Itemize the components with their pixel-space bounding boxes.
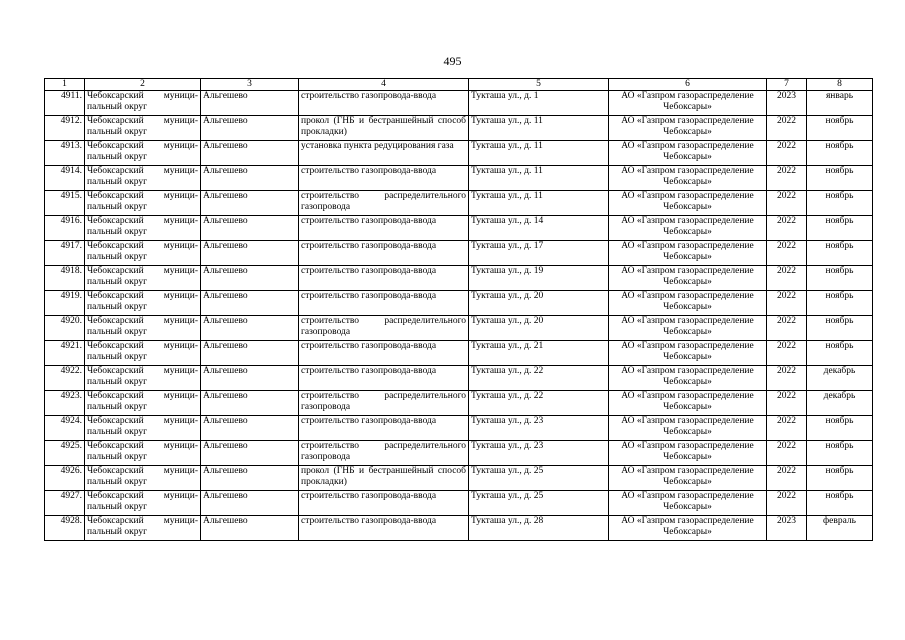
row-number: 4911. <box>45 91 85 116</box>
district-cell: Чебоксарский муници-пальный округ <box>85 116 201 141</box>
month-cell: ноябрь <box>807 441 873 466</box>
row-number: 4915. <box>45 191 85 216</box>
address-cell: Тукташа ул., д. 22 <box>469 366 609 391</box>
address-cell: Тукташа ул., д. 28 <box>469 516 609 541</box>
address-cell: Тукташа ул., д. 14 <box>469 216 609 241</box>
month-cell: ноябрь <box>807 216 873 241</box>
table-row <box>45 441 873 466</box>
settlement-cell: Альгешево <box>201 516 299 541</box>
settlement-cell: Альгешево <box>201 241 299 266</box>
district-cell: Чебоксарский муници-пальный округ <box>85 241 201 266</box>
organization-cell: АО «Газпром газораспределение Чебоксары» <box>609 441 767 466</box>
work-type-cell: строительство газопровода-ввода <box>299 166 469 191</box>
work-type-cell: строительство газопровода-ввода <box>299 241 469 266</box>
work-type-cell: строительство газопровода-ввода <box>299 291 469 316</box>
district-cell: Чебоксарский муници-пальный округ <box>85 491 201 516</box>
district-cell: Чебоксарский муници-пальный округ <box>85 516 201 541</box>
row-number: 4913. <box>45 141 85 166</box>
settlement-cell: Альгешево <box>201 141 299 166</box>
row-number: 4924. <box>45 416 85 441</box>
table-row <box>45 141 873 166</box>
organization-cell: АО «Газпром газораспределение Чебоксары» <box>609 266 767 291</box>
work-type-cell: строительство газопровода-ввода <box>299 516 469 541</box>
table-row <box>45 466 873 491</box>
work-type-cell: установка пункта редуцирования газа <box>299 141 469 166</box>
table-row <box>45 391 873 416</box>
header-row <box>45 79 873 91</box>
month-cell: ноябрь <box>807 466 873 491</box>
settlement-cell: Альгешево <box>201 266 299 291</box>
organization-cell: АО «Газпром газораспределение Чебоксары» <box>609 91 767 116</box>
month-cell: январь <box>807 91 873 116</box>
work-type-cell: строительство распределительного газопровода <box>299 391 469 416</box>
work-type-cell: прокол (ГНБ и бестраншейный способ прокладки) <box>299 466 469 491</box>
organization-cell: АО «Газпром газораспределение Чебоксары» <box>609 366 767 391</box>
year-cell: 2023 <box>767 516 807 541</box>
row-number: 4919. <box>45 291 85 316</box>
organization-cell: АО «Газпром газораспределение Чебоксары» <box>609 516 767 541</box>
address-cell: Тукташа ул., д. 25 <box>469 491 609 516</box>
row-number: 4922. <box>45 366 85 391</box>
address-cell: Тукташа ул., д. 1 <box>469 91 609 116</box>
year-cell: 2022 <box>767 341 807 366</box>
table-row <box>45 291 873 316</box>
row-number: 4912. <box>45 116 85 141</box>
organization-cell: АО «Газпром газораспределение Чебоксары» <box>609 216 767 241</box>
page-number: 495 <box>443 54 462 68</box>
year-cell: 2023 <box>767 91 807 116</box>
column-header: 7 <box>767 79 807 91</box>
table-row <box>45 241 873 266</box>
address-cell: Тукташа ул., д. 20 <box>469 316 609 341</box>
district-cell: Чебоксарский муници-пальный округ <box>85 166 201 191</box>
column-header: 4 <box>299 79 469 91</box>
year-cell: 2022 <box>767 241 807 266</box>
district-cell: Чебоксарский муници-пальный округ <box>85 366 201 391</box>
organization-cell: АО «Газпром газораспределение Чебоксары» <box>609 141 767 166</box>
work-type-cell: строительство распределительного газопровода <box>299 191 469 216</box>
organization-cell: АО «Газпром газораспределение Чебоксары» <box>609 316 767 341</box>
year-cell: 2022 <box>767 191 807 216</box>
address-cell: Тукташа ул., д. 11 <box>469 116 609 141</box>
month-cell: декабрь <box>807 391 873 416</box>
table-row <box>45 191 873 216</box>
work-type-cell: строительство газопровода-ввода <box>299 91 469 116</box>
year-cell: 2022 <box>767 141 807 166</box>
settlement-cell: Альгешево <box>201 291 299 316</box>
table-row <box>45 316 873 341</box>
settlement-cell: Альгешево <box>201 316 299 341</box>
year-cell: 2022 <box>767 391 807 416</box>
year-cell: 2022 <box>767 291 807 316</box>
year-cell: 2022 <box>767 366 807 391</box>
settlement-cell: Альгешево <box>201 391 299 416</box>
table-row <box>45 166 873 191</box>
work-type-cell: прокол (ГНБ и бестраншейный способ прокладки) <box>299 116 469 141</box>
month-cell: ноябрь <box>807 116 873 141</box>
organization-cell: АО «Газпром газораспределение Чебоксары» <box>609 491 767 516</box>
district-cell: Чебоксарский муници-пальный округ <box>85 291 201 316</box>
month-cell: ноябрь <box>807 291 873 316</box>
address-cell: Тукташа ул., д. 11 <box>469 191 609 216</box>
column-header: 5 <box>469 79 609 91</box>
month-cell: ноябрь <box>807 341 873 366</box>
month-cell: ноябрь <box>807 316 873 341</box>
table-row <box>45 116 873 141</box>
month-cell: ноябрь <box>807 166 873 191</box>
gasification-table <box>44 78 873 541</box>
organization-cell: АО «Газпром газораспределение Чебоксары» <box>609 341 767 366</box>
organization-cell: АО «Газпром газораспределение Чебоксары» <box>609 291 767 316</box>
work-type-cell: строительство газопровода-ввода <box>299 366 469 391</box>
month-cell: ноябрь <box>807 141 873 166</box>
month-cell: февраль <box>807 516 873 541</box>
district-cell: Чебоксарский муници-пальный округ <box>85 441 201 466</box>
work-type-cell: строительство газопровода-ввода <box>299 341 469 366</box>
row-number: 4923. <box>45 391 85 416</box>
table-row <box>45 366 873 391</box>
address-cell: Тукташа ул., д. 11 <box>469 141 609 166</box>
year-cell: 2022 <box>767 491 807 516</box>
settlement-cell: Альгешево <box>201 366 299 391</box>
settlement-cell: Альгешево <box>201 416 299 441</box>
district-cell: Чебоксарский муници-пальный округ <box>85 266 201 291</box>
row-number: 4920. <box>45 316 85 341</box>
year-cell: 2022 <box>767 416 807 441</box>
address-cell: Тукташа ул., д. 25 <box>469 466 609 491</box>
year-cell: 2022 <box>767 216 807 241</box>
table-row <box>45 91 873 116</box>
row-number: 4917. <box>45 241 85 266</box>
table-row <box>45 216 873 241</box>
row-number: 4927. <box>45 491 85 516</box>
table-row <box>45 416 873 441</box>
address-cell: Тукташа ул., д. 23 <box>469 441 609 466</box>
year-cell: 2022 <box>767 441 807 466</box>
year-cell: 2022 <box>767 116 807 141</box>
settlement-cell: Альгешево <box>201 491 299 516</box>
settlement-cell: Альгешево <box>201 91 299 116</box>
column-header: 2 <box>85 79 201 91</box>
district-cell: Чебоксарский муници-пальный округ <box>85 91 201 116</box>
address-cell: Тукташа ул., д. 19 <box>469 266 609 291</box>
table-row <box>45 516 873 541</box>
table-row <box>45 266 873 291</box>
work-type-cell: строительство газопровода-ввода <box>299 266 469 291</box>
table-row <box>45 341 873 366</box>
address-cell: Тукташа ул., д. 23 <box>469 416 609 441</box>
settlement-cell: Альгешево <box>201 166 299 191</box>
month-cell: ноябрь <box>807 241 873 266</box>
month-cell: ноябрь <box>807 191 873 216</box>
work-type-cell: строительство газопровода-ввода <box>299 491 469 516</box>
column-header: 8 <box>807 79 873 91</box>
district-cell: Чебоксарский муници-пальный округ <box>85 141 201 166</box>
month-cell: ноябрь <box>807 491 873 516</box>
organization-cell: АО «Газпром газораспределение Чебоксары» <box>609 466 767 491</box>
address-cell: Тукташа ул., д. 11 <box>469 166 609 191</box>
settlement-cell: Альгешево <box>201 441 299 466</box>
settlement-cell: Альгешево <box>201 191 299 216</box>
settlement-cell: Альгешево <box>201 466 299 491</box>
work-type-cell: строительство газопровода-ввода <box>299 416 469 441</box>
district-cell: Чебоксарский муници-пальный округ <box>85 191 201 216</box>
year-cell: 2022 <box>767 166 807 191</box>
work-type-cell: строительство распределительного газопровода <box>299 316 469 341</box>
row-number: 4925. <box>45 441 85 466</box>
organization-cell: АО «Газпром газораспределение Чебоксары» <box>609 191 767 216</box>
row-number: 4928. <box>45 516 85 541</box>
row-number: 4918. <box>45 266 85 291</box>
month-cell: ноябрь <box>807 416 873 441</box>
organization-cell: АО «Газпром газораспределение Чебоксары» <box>609 241 767 266</box>
row-number: 4916. <box>45 216 85 241</box>
year-cell: 2022 <box>767 266 807 291</box>
work-type-cell: строительство распределительного газопровода <box>299 441 469 466</box>
column-header: 6 <box>609 79 767 91</box>
address-cell: Тукташа ул., д. 21 <box>469 341 609 366</box>
column-header: 1 <box>45 79 85 91</box>
settlement-cell: Альгешево <box>201 116 299 141</box>
address-cell: Тукташа ул., д. 17 <box>469 241 609 266</box>
month-cell: декабрь <box>807 366 873 391</box>
district-cell: Чебоксарский муници-пальный округ <box>85 316 201 341</box>
organization-cell: АО «Газпром газораспределение Чебоксары» <box>609 391 767 416</box>
district-cell: Чебоксарский муници-пальный округ <box>85 391 201 416</box>
row-number: 4926. <box>45 466 85 491</box>
year-cell: 2022 <box>767 466 807 491</box>
address-cell: Тукташа ул., д. 20 <box>469 291 609 316</box>
organization-cell: АО «Газпром газораспределение Чебоксары» <box>609 116 767 141</box>
row-number: 4921. <box>45 341 85 366</box>
district-cell: Чебоксарский муници-пальный округ <box>85 216 201 241</box>
district-cell: Чебоксарский муници-пальный округ <box>85 416 201 441</box>
district-cell: Чебоксарский муници-пальный округ <box>85 466 201 491</box>
district-cell: Чебоксарский муници-пальный округ <box>85 341 201 366</box>
table-row <box>45 491 873 516</box>
work-type-cell: строительство газопровода-ввода <box>299 216 469 241</box>
organization-cell: АО «Газпром газораспределение Чебоксары» <box>609 166 767 191</box>
column-header: 3 <box>201 79 299 91</box>
settlement-cell: Альгешево <box>201 341 299 366</box>
year-cell: 2022 <box>767 316 807 341</box>
month-cell: ноябрь <box>807 266 873 291</box>
row-number: 4914. <box>45 166 85 191</box>
organization-cell: АО «Газпром газораспределение Чебоксары» <box>609 416 767 441</box>
address-cell: Тукташа ул., д. 22 <box>469 391 609 416</box>
settlement-cell: Альгешево <box>201 216 299 241</box>
